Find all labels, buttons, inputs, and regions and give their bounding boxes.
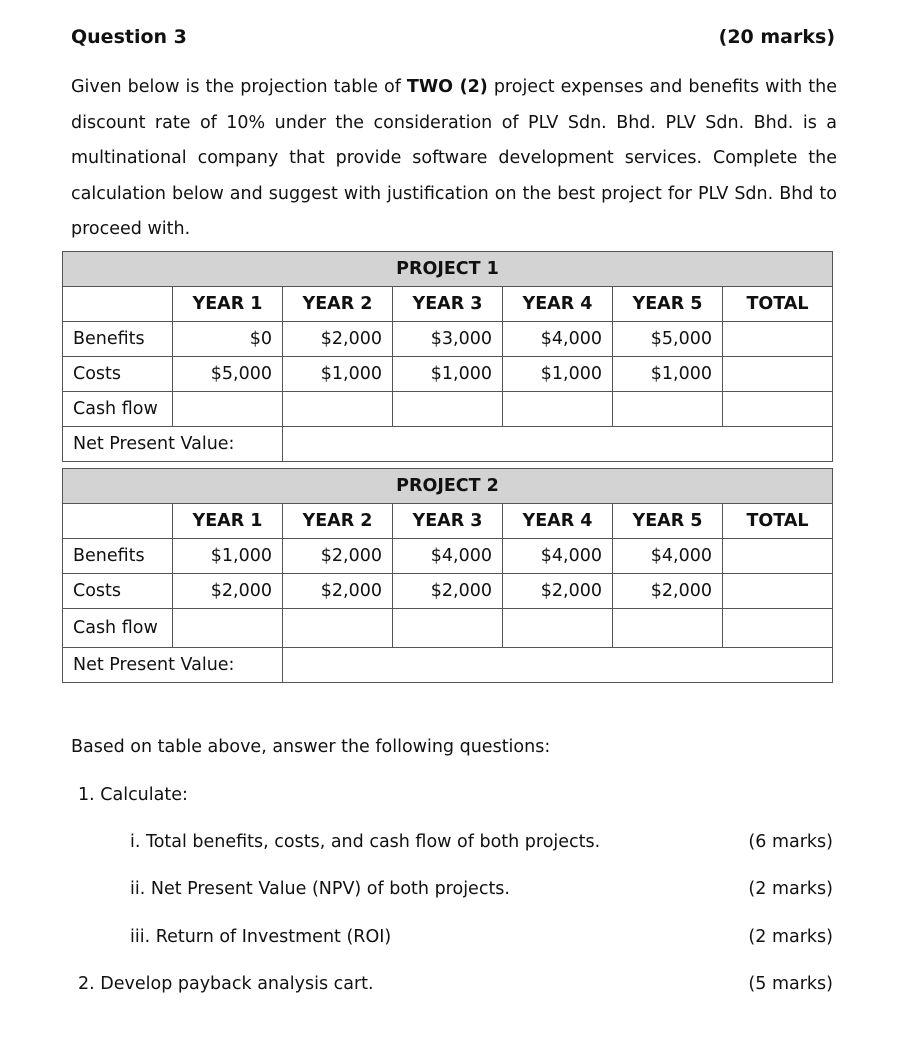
cashflow-year-1 — [173, 392, 283, 427]
intro-line-4: calculation below and suggest with justification on the best project for PLV Sdn. Bhd to — [71, 183, 837, 204]
benefits-year-2: $2,000 — [283, 322, 393, 357]
table-header-row — [63, 504, 833, 539]
row-label-npv: Net Present Value: — [63, 427, 283, 462]
benefits-year-2: $2,000 — [283, 539, 393, 574]
question-1-iii: iii. Return of Investment (ROI) — [130, 927, 392, 947]
costs-row — [63, 574, 833, 609]
cashflow-year-3 — [393, 609, 503, 648]
header-total: TOTAL — [723, 287, 833, 322]
costs-year-5: $2,000 — [613, 574, 723, 609]
question-1-iii-marks: (2 marks) — [748, 927, 833, 947]
header-year-1: YEAR 1 — [173, 287, 283, 322]
intro-line-1-prefix: Given below is the projection table of — [71, 77, 407, 97]
cashflow-year-4 — [503, 392, 613, 427]
question-total-marks: (20 marks) — [718, 26, 835, 48]
cashflow-year-3 — [393, 392, 503, 427]
row-label-costs: Costs — [63, 574, 173, 609]
header-year-3: YEAR 3 — [393, 504, 503, 539]
project-2-table — [62, 468, 833, 683]
cashflow-total — [723, 609, 833, 648]
header-empty-cell — [63, 287, 173, 322]
cashflow-year-5 — [613, 392, 723, 427]
costs-row — [63, 357, 833, 392]
cashflow-year-2 — [283, 609, 393, 648]
question-1: 1. Calculate: — [78, 785, 188, 805]
header-year-4: YEAR 4 — [503, 504, 613, 539]
project-1-table — [62, 251, 833, 462]
benefits-row — [63, 539, 833, 574]
benefits-row — [63, 322, 833, 357]
intro-line-2: discount rate of 10% under the consideration of PLV Sdn. Bhd. PLV Sdn. Bhd. is a — [71, 112, 837, 133]
intro-line-5: proceed with. — [71, 219, 191, 239]
question-intro-paragraph — [71, 70, 837, 248]
header-year-5: YEAR 5 — [613, 504, 723, 539]
cashflow-year-5 — [613, 609, 723, 648]
npv-row — [63, 648, 833, 683]
benefits-year-5: $4,000 — [613, 539, 723, 574]
project-title: PROJECT 1 — [63, 252, 833, 287]
costs-year-3: $2,000 — [393, 574, 503, 609]
costs-total — [723, 574, 833, 609]
benefits-year-3: $4,000 — [393, 539, 503, 574]
row-label-benefits: Benefits — [63, 322, 173, 357]
question-title: Question 3 — [71, 26, 187, 48]
intro-line-1 — [71, 70, 837, 106]
header-year-5: YEAR 5 — [613, 287, 723, 322]
cashflow-total — [723, 392, 833, 427]
benefits-year-1: $0 — [173, 322, 283, 357]
table-header-row — [63, 287, 833, 322]
benefits-year-4: $4,000 — [503, 322, 613, 357]
npv-value — [283, 427, 833, 462]
benefits-year-5: $5,000 — [613, 322, 723, 357]
header-year-3: YEAR 3 — [393, 287, 503, 322]
benefits-year-1: $1,000 — [173, 539, 283, 574]
question-header — [71, 26, 835, 56]
question-1-i: i. Total benefits, costs, and cash flow of both projects. — [130, 832, 601, 852]
table-title-row — [63, 469, 833, 504]
project-title: PROJECT 2 — [63, 469, 833, 504]
costs-year-1: $5,000 — [173, 357, 283, 392]
header-year-2: YEAR 2 — [283, 504, 393, 539]
benefits-total — [723, 539, 833, 574]
costs-year-2: $1,000 — [283, 357, 393, 392]
row-label-cashflow: Cash flow — [63, 392, 173, 427]
question-1-i-marks: (6 marks) — [748, 832, 833, 852]
cashflow-year-4 — [503, 609, 613, 648]
intro-line-1-suffix: project expenses and benefits with the — [487, 77, 838, 97]
question-1-ii: ii. Net Present Value (NPV) of both projects. — [130, 879, 510, 899]
header-year-4: YEAR 4 — [503, 287, 613, 322]
costs-total — [723, 357, 833, 392]
cashflow-year-2 — [283, 392, 393, 427]
costs-year-1: $2,000 — [173, 574, 283, 609]
cashflow-year-1 — [173, 609, 283, 648]
question-1-ii-marks: (2 marks) — [748, 879, 833, 899]
costs-year-4: $1,000 — [503, 357, 613, 392]
benefits-year-3: $3,000 — [393, 322, 503, 357]
header-year-1: YEAR 1 — [173, 504, 283, 539]
costs-year-4: $2,000 — [503, 574, 613, 609]
table-title-row — [63, 252, 833, 287]
row-label-cashflow: Cash flow — [63, 609, 173, 648]
header-total: TOTAL — [723, 504, 833, 539]
header-empty-cell — [63, 504, 173, 539]
questions-intro: Based on table above, answer the following questions: — [71, 737, 551, 757]
header-year-2: YEAR 2 — [283, 287, 393, 322]
row-label-npv: Net Present Value: — [63, 648, 283, 683]
costs-year-3: $1,000 — [393, 357, 503, 392]
benefits-year-4: $4,000 — [503, 539, 613, 574]
npv-value — [283, 648, 833, 683]
npv-row — [63, 427, 833, 462]
cashflow-row — [63, 609, 833, 648]
question-2: 2. Develop payback analysis cart. — [78, 974, 374, 994]
costs-year-5: $1,000 — [613, 357, 723, 392]
row-label-costs: Costs — [63, 357, 173, 392]
cashflow-row — [63, 392, 833, 427]
intro-line-3: multinational company that provide software development services. Complete the — [71, 148, 837, 168]
intro-bold-two: TWO (2) — [406, 77, 488, 97]
benefits-total — [723, 322, 833, 357]
costs-year-2: $2,000 — [283, 574, 393, 609]
row-label-benefits: Benefits — [63, 539, 173, 574]
question-2-marks: (5 marks) — [748, 974, 833, 994]
